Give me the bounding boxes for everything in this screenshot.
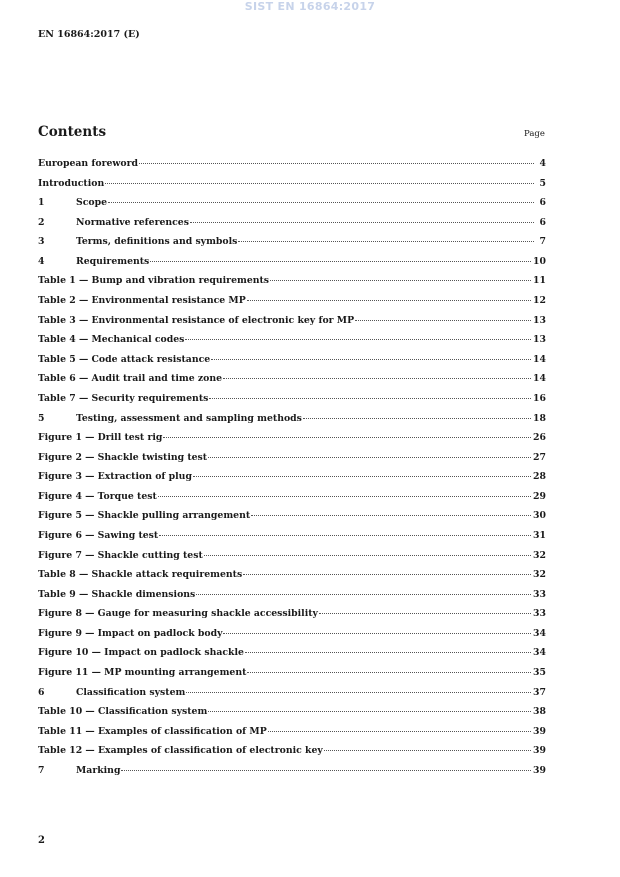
page-column-label: Page xyxy=(524,129,545,139)
toc-entry-page: 33 xyxy=(533,608,546,620)
toc-entry-title: Normative references xyxy=(76,216,189,228)
toc-entry-title: Table 10 — Classification system xyxy=(38,706,208,718)
toc-dot-leader xyxy=(204,555,531,556)
toc-entry[interactable] xyxy=(38,550,546,570)
toc-entry-page: 33 xyxy=(533,588,546,600)
toc-entry-title: Testing, assessment and sampling methods xyxy=(76,412,302,424)
toc-entry-page: 7 xyxy=(539,236,546,248)
toc-dot-leader xyxy=(355,320,531,321)
toc-dot-leader xyxy=(139,163,534,164)
toc-dot-leader xyxy=(238,241,534,242)
toc-entry-title: Table 5 — Code attack resistance xyxy=(38,353,211,365)
toc-entry-number: 7 xyxy=(38,764,45,776)
toc-entry[interactable] xyxy=(38,256,546,276)
toc-entry-title: Figure 1 — Drill test rig xyxy=(38,432,163,444)
page-number: 2 xyxy=(38,835,45,846)
toc-entry-title: Figure 8 — Gauge for measuring shackle accessibility xyxy=(38,608,318,620)
toc-entry-number: 5 xyxy=(38,412,45,424)
toc-dot-leader xyxy=(247,300,531,301)
toc-entry-title: Figure 9 — Impact on padlock body xyxy=(38,627,223,639)
toc-entry[interactable] xyxy=(38,667,546,687)
toc-dot-leader xyxy=(211,359,531,360)
toc-dot-leader xyxy=(270,280,531,281)
toc-dot-leader xyxy=(150,261,531,262)
toc-entry-title: Figure 6 — Sawing test xyxy=(38,529,159,541)
toc-entry-page: 27 xyxy=(533,451,546,463)
toc-entry-page: 4 xyxy=(539,158,546,169)
toc-entry-title: Figure 5 — Shackle pulling arrangement xyxy=(38,510,251,522)
toc-entry[interactable] xyxy=(38,334,546,354)
toc-entry[interactable] xyxy=(38,295,546,315)
toc-entry-title: Classification system xyxy=(76,686,186,698)
toc-entry-title: Figure 11 — MP mounting arrangement xyxy=(38,667,247,679)
toc-entry-page: 16 xyxy=(533,392,546,404)
toc-entry[interactable] xyxy=(38,589,546,609)
watermark: SIST EN 16864:2017 xyxy=(244,0,376,13)
toc-entry[interactable] xyxy=(38,373,546,393)
toc-entry-number: 1 xyxy=(38,197,45,209)
toc-dot-leader xyxy=(193,476,531,477)
table-of-contents xyxy=(38,158,546,785)
toc-entry-title: Requirements xyxy=(76,255,150,267)
toc-dot-leader xyxy=(223,378,531,379)
toc-entry-page: 12 xyxy=(533,295,546,307)
toc-entry-page: 10 xyxy=(533,255,546,267)
toc-dot-leader xyxy=(324,750,531,751)
toc-entry[interactable] xyxy=(38,608,546,628)
toc-entry-page: 32 xyxy=(533,569,546,581)
toc-entry[interactable] xyxy=(38,530,546,550)
toc-entry-page: 14 xyxy=(533,373,546,385)
toc-entry-title: Scope xyxy=(76,197,107,209)
toc-entry-number: 3 xyxy=(38,236,45,248)
toc-entry[interactable] xyxy=(38,628,546,648)
toc-entry-title: Figure 7 — Shackle cutting test xyxy=(38,549,203,561)
toc-entry-page: 39 xyxy=(533,745,546,757)
toc-entry-page: 39 xyxy=(533,725,546,737)
toc-dot-leader xyxy=(247,672,531,673)
toc-entry-page: 14 xyxy=(533,353,546,365)
toc-dot-leader xyxy=(158,496,531,497)
toc-entry-number: 6 xyxy=(38,686,45,698)
toc-entry-title: Table 8 — Shackle attack requirements xyxy=(38,569,243,581)
toc-entry[interactable] xyxy=(38,413,546,433)
toc-entry-title: Table 12 — Examples of classification of electronic key xyxy=(38,745,323,757)
toc-entry-page: 6 xyxy=(539,216,546,228)
toc-entry[interactable] xyxy=(38,197,546,217)
toc-entry-title: Table 1 — Bump and vibration requirements xyxy=(38,275,270,287)
toc-entry[interactable] xyxy=(38,510,546,530)
toc-dot-leader xyxy=(186,692,531,693)
toc-entry-title: Table 3 — Environmental resistance of electronic key for MP xyxy=(38,314,355,326)
toc-dot-leader xyxy=(163,437,531,438)
toc-entry-page: 34 xyxy=(533,627,546,639)
toc-entry[interactable] xyxy=(38,432,546,452)
toc-entry-title: Table 6 — Audit trail and time zone xyxy=(38,373,223,385)
toc-entry-title: Table 4 — Mechanical codes xyxy=(38,334,185,346)
toc-entry[interactable] xyxy=(38,471,546,491)
toc-entry-page: 32 xyxy=(533,549,546,561)
toc-entry-title: Terms, definitions and symbols xyxy=(76,236,238,248)
toc-entry-page: 37 xyxy=(533,686,546,698)
toc-entry-page: 34 xyxy=(533,647,546,659)
toc-entry[interactable] xyxy=(38,491,546,511)
toc-dot-leader xyxy=(121,770,531,771)
toc-entry-page: 29 xyxy=(533,490,546,502)
toc-entry-page: 31 xyxy=(533,529,546,541)
toc-entry-title: European foreword xyxy=(38,158,138,169)
toc-entry[interactable] xyxy=(38,765,546,785)
toc-entry[interactable] xyxy=(38,569,546,589)
toc-entry-page: 18 xyxy=(533,412,546,424)
toc-entry-page: 30 xyxy=(533,510,546,522)
toc-dot-leader xyxy=(196,594,531,595)
toc-entry[interactable] xyxy=(38,354,546,374)
toc-entry-title: Table 7 — Security requirements xyxy=(38,392,209,404)
toc-dot-leader xyxy=(105,183,534,184)
toc-dot-leader xyxy=(268,731,531,732)
toc-entry-title: Table 2 — Environmental resistance MP xyxy=(38,295,246,307)
toc-entry-number: 2 xyxy=(38,216,45,228)
toc-dot-leader xyxy=(185,339,531,340)
toc-dot-leader xyxy=(303,418,531,419)
toc-entry-title: Figure 4 — Torque test xyxy=(38,490,157,502)
toc-entry-page: 35 xyxy=(533,667,546,679)
toc-entry-page: 39 xyxy=(533,764,546,776)
toc-entry-page: 28 xyxy=(533,471,546,483)
toc-entry-page: 26 xyxy=(533,432,546,444)
toc-dot-leader xyxy=(245,652,531,653)
toc-entry-page: 13 xyxy=(533,314,546,326)
toc-dot-leader xyxy=(208,457,531,458)
toc-entry-page: 13 xyxy=(533,334,546,346)
document-id: EN 16864:2017 (E) xyxy=(38,29,140,40)
toc-dot-leader xyxy=(251,515,531,516)
toc-entry[interactable] xyxy=(38,236,546,256)
toc-entry[interactable] xyxy=(38,647,546,667)
toc-entry-title: Figure 10 — Impact on padlock shackle xyxy=(38,647,244,659)
toc-entry[interactable] xyxy=(38,745,546,765)
toc-entry-page: 5 xyxy=(539,177,546,189)
toc-entry[interactable] xyxy=(38,275,546,295)
toc-entry[interactable] xyxy=(38,687,546,707)
toc-entry[interactable] xyxy=(38,315,546,335)
toc-dot-leader xyxy=(319,613,531,614)
toc-entry-title: Figure 2 — Shackle twisting test xyxy=(38,451,208,463)
toc-entry-title: Table 9 — Shackle dimensions xyxy=(38,588,196,600)
toc-dot-leader xyxy=(243,574,531,575)
toc-entry-title: Introduction xyxy=(38,177,105,189)
toc-dot-leader xyxy=(223,633,531,634)
toc-dot-leader xyxy=(108,202,534,203)
toc-entry-title: Figure 3 — Extraction of plug xyxy=(38,471,192,483)
toc-entry[interactable] xyxy=(38,393,546,413)
toc-entry[interactable] xyxy=(38,158,546,178)
toc-entry[interactable] xyxy=(38,217,546,237)
toc-dot-leader xyxy=(190,222,534,223)
contents-heading: Contents xyxy=(38,124,107,140)
toc-entry-title: Marking xyxy=(76,764,121,776)
toc-dot-leader xyxy=(208,711,531,712)
toc-dot-leader xyxy=(209,398,531,399)
toc-entry[interactable] xyxy=(38,178,546,198)
toc-entry-page: 11 xyxy=(533,275,546,287)
toc-entry-number: 4 xyxy=(38,255,45,267)
toc-dot-leader xyxy=(159,535,531,536)
toc-entry-title: Table 11 — Examples of classification of MP xyxy=(38,725,267,737)
toc-entry-page: 38 xyxy=(533,706,546,718)
toc-entry-page: 6 xyxy=(539,197,546,209)
toc-entry[interactable] xyxy=(38,726,546,746)
toc-entry[interactable] xyxy=(38,706,546,726)
toc-entry[interactable] xyxy=(38,452,546,472)
